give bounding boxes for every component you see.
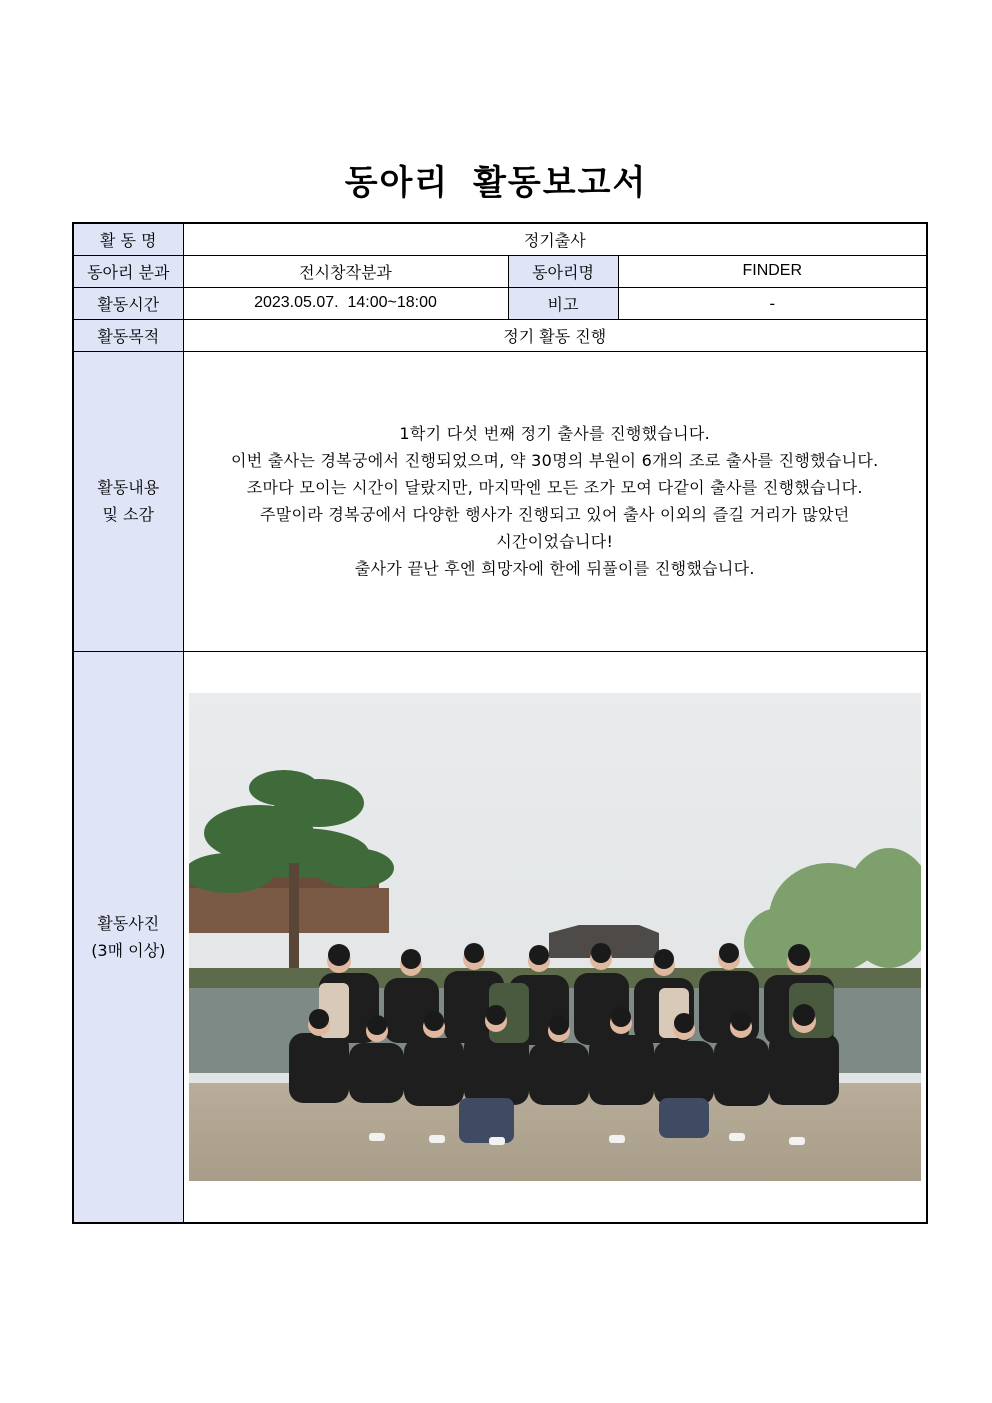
activity-time-value: 2023.05.07. 14:00~18:00 [183,287,508,319]
club-division-value: 전시창작분과 [183,255,508,287]
row-activity-name [73,223,927,255]
remarks-label: 비고 [508,287,618,319]
photo-label-line2: (3매 이상) [91,940,166,960]
pine-trunk [289,863,299,973]
content-label [73,351,183,651]
group-photo [189,693,921,1181]
row-content [73,351,927,651]
club-division-label: 동아리 분과 [73,255,183,287]
purpose-label: 활동목적 [73,319,183,351]
content-label-line1: 활동내용 [97,478,160,497]
content-line: 1학기 다섯 번째 정기 출사를 진행했습니다. [399,424,711,443]
content-line: 조마다 모이는 시간이 달랐지만, 마지막엔 모든 조가 모여 다같이 출사를 진행했습니다. [246,478,863,497]
purpose-value: 정기 활동 진행 [183,319,927,351]
content-value [183,351,927,651]
photo-label-line1: 활동사진 [97,913,160,933]
activity-name-value: 정기출사 [183,223,927,255]
content-line: 이번 출사는 경복궁에서 진행되었으며, 약 30명의 부원이 6개의 조로 출사를 진행했습니다. [230,451,879,470]
content-label-line2: 및 소감 [102,505,154,524]
photo-cell [183,651,927,1223]
row-photo [73,651,927,1223]
content-line: 출사가 끝난 후엔 희망자에 한에 뒤풀이를 진행했습니다. [354,559,755,578]
club-name-label: 동아리명 [508,255,618,287]
report-table [72,222,928,1224]
row-purpose [73,319,927,351]
club-name-value: FINDER [618,255,927,287]
content-line: 시간이었습니다! [496,532,614,551]
photo-label [73,651,183,1223]
activity-name-label: 활 동 명 [73,223,183,255]
row-activity-time [73,287,927,319]
row-club-info [73,255,927,287]
content-line: 주말이라 경복궁에서 다양한 행사가 진행되고 있어 출사 이외의 즐길 거리가 많았던 [259,505,850,524]
remarks-value: - [618,287,927,319]
activity-time-label: 활동시간 [73,287,183,319]
document-title: 동아리 활동보고서 [344,163,648,203]
